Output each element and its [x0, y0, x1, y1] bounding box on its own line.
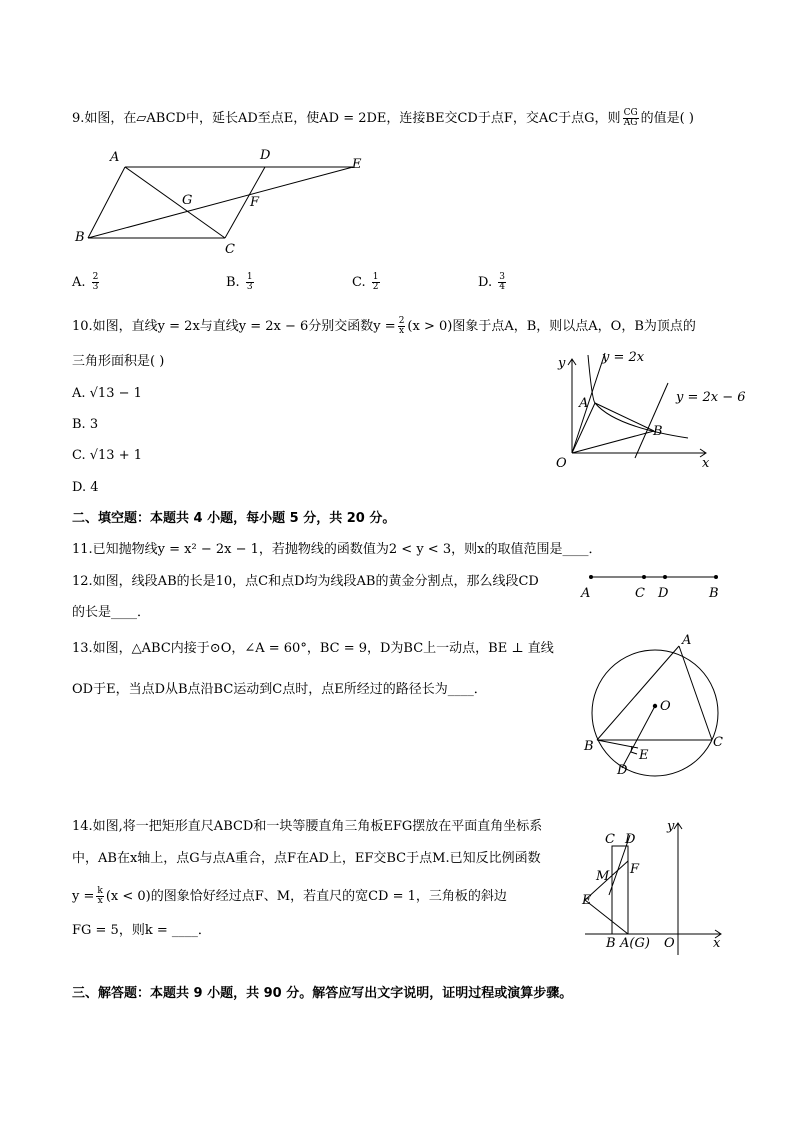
q9-option-d-den: 4 — [499, 282, 505, 292]
q13-label-C: C — [713, 735, 723, 750]
q14-figure — [575, 815, 735, 955]
q12-line1: 12.如图，线段AB的长是10，点C和点D均为线段AB的黄金分割点，那么线段CD — [72, 574, 539, 589]
q12-label-A: A — [581, 586, 591, 601]
q9-option-c-label: C. — [352, 275, 366, 290]
q9-option-d-num: 3 — [499, 272, 505, 282]
q11-stem: 11.已知抛物线y = x² − 2x − 1，若抛物线的函数值为2 < y < 3，则x的取值范围是____． — [72, 542, 602, 557]
q13-line2: OD于E，当点D从B点沿BC运动到C点时，点E所经过的路径长为____． — [72, 682, 487, 697]
q14-line3b: (x < 0)的图象恰好经过点F、M，若直尺的宽CD = 1，三角板的斜边 — [105, 889, 507, 904]
q10-fraction — [398, 317, 406, 336]
q9-option-a-num: 2 — [92, 272, 99, 282]
q14-line3 — [72, 887, 507, 906]
q10-origin-label: O — [556, 456, 567, 471]
q14-label-C: C — [605, 832, 615, 847]
q9-label-G: G — [182, 193, 193, 208]
q14-frac-num: k — [97, 886, 103, 896]
q10-stem-b: (x > 0)图象于点A，B，则以点A，O，B为顶点的 — [407, 319, 696, 334]
q10-frac-den: x — [399, 326, 405, 336]
q9-option-d-label: D. — [478, 275, 493, 290]
q13-label-A: A — [682, 633, 692, 648]
q14-label-AG: A(G) — [620, 936, 650, 951]
q9-label-B: B — [75, 230, 85, 245]
q10-point-B: B — [653, 424, 663, 439]
q13-figure — [580, 628, 740, 778]
q10-stem — [72, 317, 696, 336]
q10-stem-line2: 三角形面积是( ) — [72, 354, 165, 369]
q9-frac-num: CG — [623, 108, 638, 118]
q9-option-d — [478, 273, 508, 292]
q9-option-b-num: 1 — [246, 272, 253, 282]
q10-option-d: D. 4 — [72, 480, 99, 495]
q14-label-F: F — [630, 862, 640, 877]
q9-stem-end: 的值是( ) — [640, 111, 694, 126]
q10-line2-label: y = 2x − 6 — [676, 390, 746, 405]
q10-option-a: A. √13 − 1 — [72, 386, 142, 401]
q10-graph — [550, 345, 790, 475]
q9-option-b-den: 3 — [246, 282, 253, 292]
q12-label-D: D — [658, 586, 669, 601]
q9-stem — [72, 109, 694, 128]
q14-label-D: D — [625, 832, 636, 847]
q9-fraction — [623, 109, 639, 128]
q9-label-F: F — [250, 195, 260, 210]
q14-label-M: M — [596, 869, 610, 884]
q12-label-C: C — [635, 586, 645, 601]
section2-heading: 二、填空题：本题共 4 小题，每小题 5 分，共 20 分。 — [72, 511, 396, 526]
q14-line2: 中，AB在x轴上，点G与点A重合，点F在AD上，EF交BC于点M.已知反比例函数 — [72, 851, 541, 866]
q12-label-B: B — [709, 586, 719, 601]
q10-option-c: C. √13 + 1 — [72, 448, 143, 463]
q10-line1-label: y = 2x — [602, 350, 645, 365]
q9-option-a-den: 3 — [92, 282, 99, 292]
q9-label-E: E — [352, 157, 362, 172]
q14-fraction — [96, 887, 103, 906]
q10-x-label: x — [702, 456, 710, 471]
q14-line3a: y = — [72, 889, 95, 904]
q14-line1: 14.如图,将一把矩形直尺ABCD和一块等腰直角三角板EFG摆放在平面直角坐标系 — [72, 819, 543, 834]
q13-line1: 13.如图，△ABC内接于⊙O，∠A = 60°，BC = 9，D为BC上一动点，BE ⊥ 直线 — [72, 641, 554, 656]
q9-stem-text: 9.如图，在▱ABCD中，延长AD至点E，使AD = 2DE，连接BE交CD于点F，交AC于点G，则 — [72, 111, 621, 126]
q9-option-c — [352, 273, 382, 292]
q9-option-c-den: 2 — [372, 282, 379, 292]
q14-line4: FG = 5，则k = ____． — [72, 923, 211, 938]
q9-option-c-num: 1 — [372, 272, 379, 282]
q14-label-E: E — [582, 893, 592, 908]
q9-option-b-label: B. — [226, 275, 240, 290]
q9-label-C: C — [225, 242, 235, 257]
section3-heading: 三、解答题：本题共 9 小题，共 90 分。解答应写出文字说明，证明过程或演算步骤。 — [72, 986, 573, 1001]
q9-option-a — [72, 273, 101, 292]
q10-frac-num: 2 — [398, 316, 405, 326]
q14-label-y: y — [667, 819, 675, 834]
q14-label-O: O — [664, 936, 675, 951]
q9-option-a-label: A. — [72, 275, 86, 290]
q9-frac-den: AG — [623, 118, 638, 128]
q9-option-b — [226, 273, 256, 292]
q14-frac-den: x — [97, 896, 103, 906]
q12-figure — [578, 568, 728, 602]
q14-label-B: B — [606, 936, 616, 951]
q9-label-A: A — [110, 150, 120, 165]
q13-label-E: E — [639, 748, 649, 763]
q13-label-B: B — [584, 739, 594, 754]
q10-stem-a: 10.如图，直线y = 2x与直线y = 2x − 6分别交函数y = — [72, 319, 396, 334]
q10-y-label: y — [558, 356, 566, 371]
q12-line2: 的长是____． — [72, 605, 151, 620]
q13-label-D: D — [617, 763, 628, 778]
q9-label-D: D — [260, 148, 271, 163]
q13-label-O: O — [660, 699, 671, 714]
q10-option-b: B. 3 — [72, 417, 99, 432]
q10-point-A: A — [579, 396, 589, 411]
q9-figure — [70, 145, 390, 260]
q14-label-x: x — [713, 936, 721, 951]
